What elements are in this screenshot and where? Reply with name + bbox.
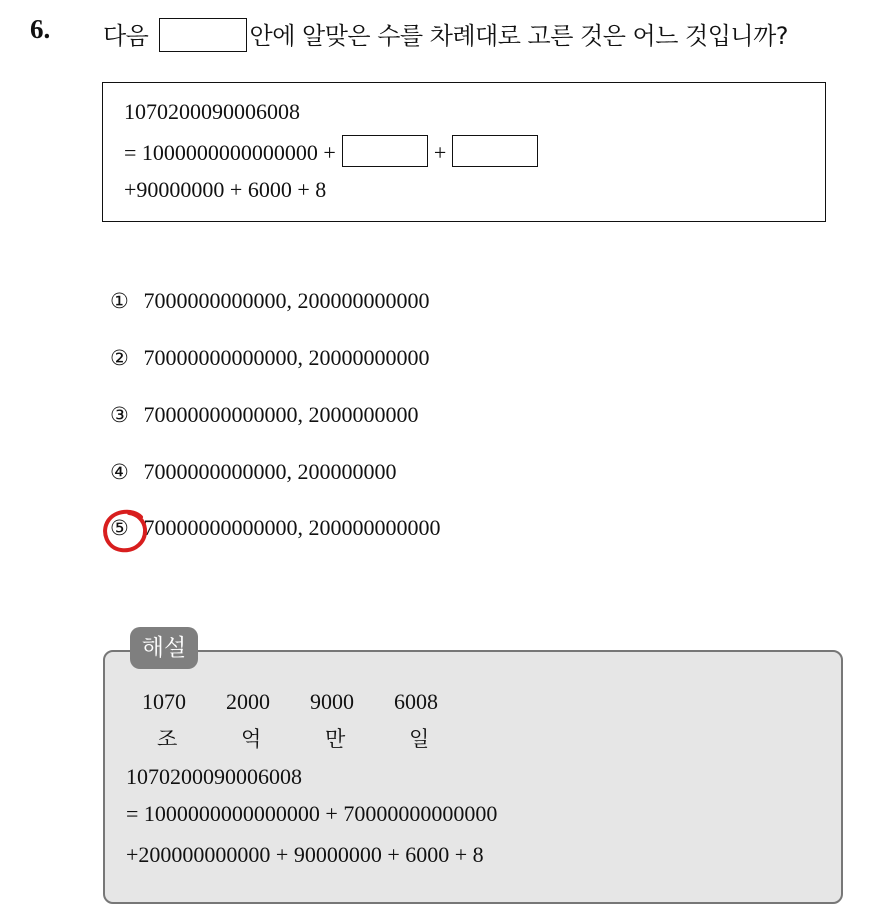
group-2: 2000 xyxy=(226,689,270,714)
choice-3-text: 70000000000000, 2000000000 xyxy=(143,402,419,427)
solution-line-1: 1070200090006008 xyxy=(126,764,302,789)
solution-line-3: +200000000000 + 90000000 + 6000 + 8 xyxy=(126,842,484,867)
choice-1[interactable] xyxy=(110,288,430,314)
unit-jo: 조 xyxy=(157,727,178,751)
problem-line-1: 1070200090006008 xyxy=(124,99,300,124)
choice-5[interactable] xyxy=(110,515,441,541)
choice-3[interactable] xyxy=(110,402,419,428)
group-3: 9000 xyxy=(310,689,354,714)
unit-man: 만 xyxy=(325,727,346,751)
choice-2[interactable] xyxy=(110,345,430,371)
choice-1-mark: ① xyxy=(110,289,129,313)
answer-blank-2[interactable] xyxy=(452,135,538,167)
choice-2-mark: ② xyxy=(110,346,129,370)
choice-4-mark: ④ xyxy=(110,460,129,484)
stem-before: 다음 xyxy=(103,22,149,50)
answer-blank-1[interactable] xyxy=(342,135,428,167)
choice-2-text: 70000000000000, 20000000000 xyxy=(143,345,430,370)
solution-tag: 해설 xyxy=(130,627,198,669)
choice-5-mark: ⑤ xyxy=(110,516,129,540)
stem-blank-box xyxy=(159,18,247,52)
choice-4[interactable] xyxy=(110,459,397,485)
problem-line-2 xyxy=(124,135,544,167)
unit-eok: 억 xyxy=(241,727,262,751)
problem-box xyxy=(102,82,826,222)
answer-circle-icon xyxy=(101,508,149,554)
choice-1-text: 7000000000000, 200000000000 xyxy=(143,288,430,313)
problem-line-2-prefix: = 1000000000000000 + xyxy=(124,140,336,165)
problem-line-2-plus: + xyxy=(433,140,447,165)
question-stem xyxy=(103,16,788,52)
solution-line-2: = 1000000000000000 + 70000000000000 xyxy=(126,801,498,826)
unit-il: 일 xyxy=(409,727,430,751)
group-1: 1070 xyxy=(142,689,186,714)
problem-line-3: +90000000 + 6000 + 8 xyxy=(124,177,327,202)
choice-3-mark: ③ xyxy=(110,403,129,427)
stem-after: 안에 알맞은 수를 차례대로 고른 것은 어느 것입니까? xyxy=(249,22,789,50)
choice-4-text: 7000000000000, 200000000 xyxy=(143,459,397,484)
question-number: 6. xyxy=(30,14,51,44)
group-4: 6008 xyxy=(394,689,438,714)
choice-5-text: 70000000000000, 200000000000 xyxy=(143,515,441,540)
